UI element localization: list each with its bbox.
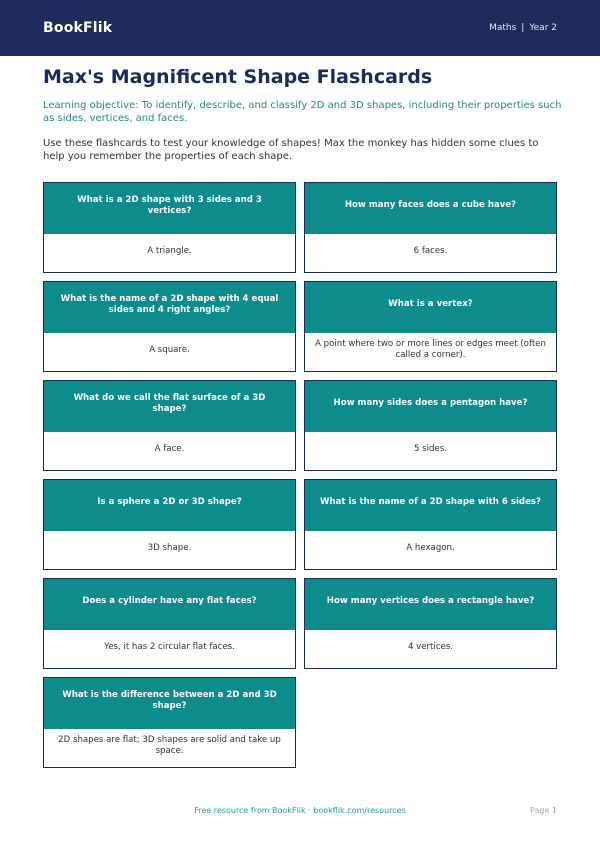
flashcard-question: How many sides does a pentagon have? bbox=[305, 381, 556, 432]
brand-logo[interactable]: BookFlik bbox=[43, 20, 113, 36]
flashcard-answer: A point where two or more lines or edges meet (often called a corner). bbox=[315, 339, 546, 360]
flashcard-answer: Yes, it has 2 circular flat faces. bbox=[104, 641, 235, 652]
flashcard-answer: A square. bbox=[149, 344, 190, 355]
learning-objective: Learning objective: To identify, describe, and classify 2D and 3D shapes, including their properties such as sides, vertices, and faces. bbox=[43, 100, 562, 124]
flashcard-question: What is the name of a 2D shape with 6 sides? bbox=[305, 480, 556, 531]
flashcard-answer: A triangle. bbox=[147, 245, 192, 256]
flashcard-answer: A face. bbox=[154, 443, 185, 454]
flashcard[interactable] bbox=[43, 281, 296, 372]
flashcard-question: What is the difference between a 2D and 3D shape? bbox=[44, 678, 295, 729]
flashcard-answer: 6 faces. bbox=[413, 245, 448, 256]
flashcard-answer: 4 vertices. bbox=[407, 641, 454, 652]
flashcard[interactable] bbox=[304, 578, 557, 669]
flashcard[interactable] bbox=[43, 677, 296, 768]
flashcard-question: What is a 2D shape with 3 sides and 3 vertices? bbox=[44, 183, 295, 234]
breadcrumb-separator: | bbox=[521, 23, 525, 33]
breadcrumb bbox=[489, 23, 557, 33]
page-title: Max's Magnificent Shape Flashcards bbox=[43, 66, 433, 88]
flashcard[interactable] bbox=[304, 380, 557, 471]
flashcard-question: What is a vertex? bbox=[305, 282, 556, 333]
page-number: Page 1 bbox=[530, 806, 557, 815]
flashcard-answer: 2D shapes are flat; 3D shapes are solid and take up space. bbox=[58, 735, 281, 756]
flashcard-answer: 5 sides. bbox=[413, 443, 447, 454]
flashcard-answer: 3D shape. bbox=[147, 542, 192, 553]
flashcard-question: What do we call the flat surface of a 3D shape? bbox=[44, 381, 295, 432]
flashcard[interactable] bbox=[304, 479, 557, 570]
flashcard[interactable] bbox=[43, 479, 296, 570]
flashcard-question: Does a cylinder have any flat faces? bbox=[44, 579, 295, 630]
top-banner bbox=[0, 0, 600, 56]
flashcard[interactable] bbox=[43, 380, 296, 471]
breadcrumb-subject[interactable]: Maths bbox=[489, 23, 517, 33]
flashcard-question: How many vertices does a rectangle have? bbox=[305, 579, 556, 630]
flashcard[interactable] bbox=[304, 182, 557, 273]
flashcard-question: Is a sphere a 2D or 3D shape? bbox=[44, 480, 295, 531]
flashcard[interactable] bbox=[304, 281, 557, 372]
intro-text: Use these flashcards to test your knowledge of shapes! Max the monkey has hidden some clues to help you remember the properties of each shape. bbox=[43, 138, 539, 162]
flashcard-answer: A hexagon. bbox=[406, 542, 455, 553]
flashcard-grid bbox=[43, 182, 557, 768]
footer-credit-link[interactable]: Free resource from BookFlik · bookflik.com/resources bbox=[194, 806, 406, 815]
flashcard[interactable] bbox=[43, 578, 296, 669]
flashcard-question: What is the name of a 2D shape with 4 equal sides and 4 right angles? bbox=[44, 282, 295, 333]
breadcrumb-year[interactable]: Year 2 bbox=[529, 23, 557, 33]
flashcard[interactable] bbox=[43, 182, 296, 273]
page-footer bbox=[0, 806, 600, 820]
flashcard-question: How many faces does a cube have? bbox=[305, 183, 556, 234]
